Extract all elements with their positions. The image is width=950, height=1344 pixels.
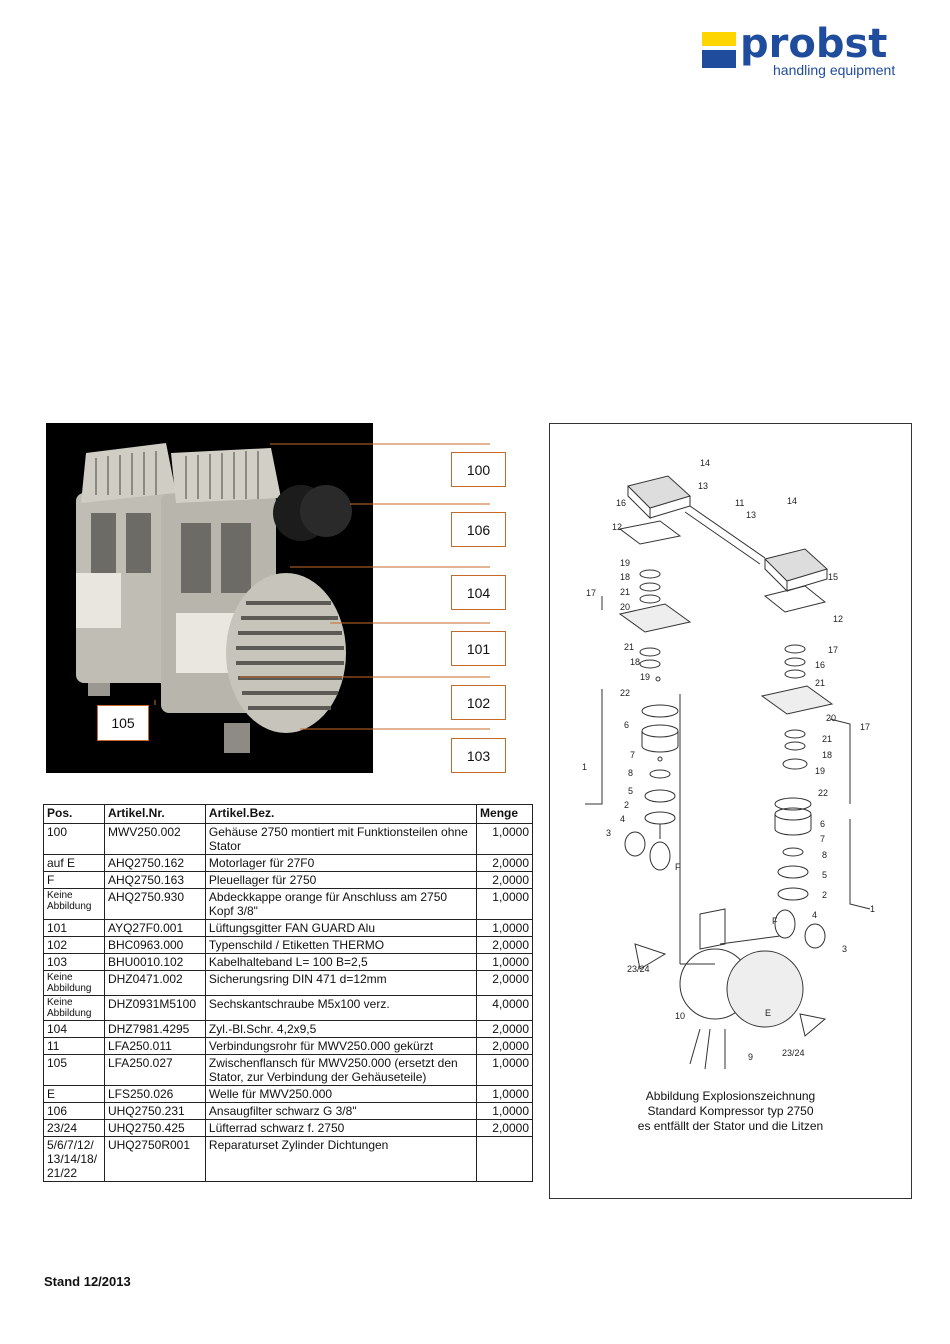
drawing-label: 21 [815,678,826,688]
cell-menge: 2,0000 [477,872,533,889]
cell-pos: 105 [44,1055,105,1086]
cell-menge: 2,0000 [477,1120,533,1137]
drawing-label: 12 [833,614,844,624]
drawing-label: 19 [640,672,651,682]
cell-artikel-bez: Lüftungsgitter FAN GUARD Alu [205,920,476,937]
compressor-photo [46,423,373,773]
drawing-label: 18 [630,657,641,667]
cell-menge: 2,0000 [477,971,533,996]
cell-artikel-nr: AHQ2750.162 [104,855,205,872]
drawing-label: 3 [842,944,848,954]
drawing-label: 19 [620,558,631,568]
drawing-label: 20 [620,602,631,612]
cell-artikel-nr: LFA250.011 [104,1038,205,1055]
cell-pos: E [44,1086,105,1103]
cell-artikel-bez: Ansaugfilter schwarz G 3/8" [205,1103,476,1120]
cell-artikel-bez: Gehäuse 2750 montiert mit Funktionsteilen ohne Stator [205,824,476,855]
drawing-label: 13 [698,481,709,491]
drawing-caption [550,1089,911,1134]
drawing-label: 21 [620,587,631,597]
cell-artikel-nr: AYQ27F0.001 [104,920,205,937]
drawing-label: 16 [616,498,627,508]
cell-artikel-nr: UHQ2750R001 [104,1137,205,1182]
cell-artikel-nr: DHZ0471.002 [104,971,205,996]
drawing-label: 5 [822,870,828,880]
cell-menge: 2,0000 [477,855,533,872]
drawing-label: 9 [748,1052,754,1062]
header-artikel-bez: Artikel.Bez. [205,805,476,824]
parts-table-body [44,824,533,1182]
callout-100: 100 [451,452,506,487]
table-row [44,1120,533,1137]
drawing-label: 21 [624,642,635,652]
drawing-label: F [675,862,681,872]
table-row [44,996,533,1021]
drawing-label: 10 [675,1011,686,1021]
drawing-label: 4 [812,910,818,920]
drawing-label: 3 [606,828,612,838]
table-row [44,971,533,996]
drawing-label: 2 [822,890,828,900]
drawing-label: 11 [735,498,745,508]
table-row [44,1137,533,1182]
table-row [44,1055,533,1086]
cell-menge: 1,0000 [477,1086,533,1103]
header-pos: Pos. [44,805,105,824]
cell-artikel-nr: LFS250.026 [104,1086,205,1103]
caption-line: es entfällt der Stator und die Litzen [637,1119,824,1133]
drawing-label: 1 [582,762,588,772]
cell-artikel-bez: Motorlager für 27F0 [205,855,476,872]
drawing-label: F [772,916,778,926]
cell-pos: Keine Abbildung [44,971,105,996]
footer-date: Stand 12/2013 [44,1274,131,1289]
cell-artikel-bez: Welle für MWV250.000 [205,1086,476,1103]
table-row [44,1021,533,1038]
drawing-label: 7 [820,834,826,844]
cell-pos: 103 [44,954,105,971]
drawing-label: 5 [628,786,634,796]
drawing-label: 6 [624,720,630,730]
drawing-label: 1 [870,904,876,914]
cell-artikel-bez: Sechskantschraube M5x100 verz. [205,996,476,1021]
cell-pos: 100 [44,824,105,855]
cell-pos: 101 [44,920,105,937]
drawing-label: 23/24 [627,964,650,974]
table-row [44,855,533,872]
cell-pos: 23/24 [44,1120,105,1137]
cell-artikel-bez: Abdeckkappe orange für Anschluss am 2750 Kopf 3/8" [205,889,476,920]
drawing-label: 23/24 [782,1048,805,1058]
table-row [44,954,533,971]
cell-pos: 104 [44,1021,105,1038]
drawing-label: 12 [612,522,623,532]
drawing-label: 8 [822,850,828,860]
cell-artikel-nr: DHZ7981.4295 [104,1021,205,1038]
table-row [44,937,533,954]
logo-wordmark: probst [740,21,888,67]
drawing-label: 2 [624,800,630,810]
cell-pos: F [44,872,105,889]
cell-menge: 1,0000 [477,954,533,971]
cell-pos: Keine Abbildung [44,889,105,920]
cell-pos: 5/6/7/12/ 13/14/18/ 21/22 [44,1137,105,1182]
callout-105: 105 [97,705,149,741]
exploded-drawing [549,423,912,1199]
cell-menge: 1,0000 [477,824,533,855]
cell-artikel-bez: Typenschild / Etiketten THERMO [205,937,476,954]
cell-artikel-nr: DHZ0931M5100 [104,996,205,1021]
cell-artikel-bez: Lüfterrad schwarz f. 2750 [205,1120,476,1137]
drawing-label: 19 [815,766,826,776]
drawing-label: 15 [828,572,839,582]
table-row [44,824,533,855]
cell-menge: 1,0000 [477,1055,533,1086]
cell-menge: 2,0000 [477,1038,533,1055]
table-row [44,920,533,937]
drawing-label: 17 [586,588,597,598]
cell-pos: Keine Abbildung [44,996,105,1021]
drawing-label: 17 [860,722,871,732]
cell-pos: 102 [44,937,105,954]
cell-menge: 4,0000 [477,996,533,1021]
drawing-label: 14 [787,496,798,506]
table-row [44,889,533,920]
logo-tagline: handling equipment [773,62,896,78]
cell-menge: 2,0000 [477,937,533,954]
probst-logo [700,22,920,82]
header-artikel-nr: Artikel.Nr. [104,805,205,824]
cell-artikel-nr: BHU0010.102 [104,954,205,971]
caption-line: Abbildung Explosionszeichnung [645,1089,816,1103]
cell-artikel-nr: LFA250.027 [104,1055,205,1086]
cell-menge: 1,0000 [477,1103,533,1120]
drawing-label: 17 [828,645,839,655]
cell-pos: auf E [44,855,105,872]
callout-103: 103 [451,738,506,773]
cell-artikel-bez: Kabelhalteband L= 100 B=2,5 [205,954,476,971]
cell-artikel-bez: Zyl.-Bl.Schr. 4,2x9,5 [205,1021,476,1038]
cell-artikel-bez: Sicherungsring DIN 471 d=12mm [205,971,476,996]
drawing-label: 20 [826,713,837,723]
drawing-label: 14 [700,458,711,468]
drawing-label: 6 [820,819,826,829]
cell-menge: 2,0000 [477,1021,533,1038]
table-header-row [44,805,533,824]
compressor-illustration [46,423,373,773]
cell-artikel-bez: Reparaturset Zylinder Dichtungen [205,1137,476,1182]
header-menge: Menge [477,805,533,824]
cell-pos: 11 [44,1038,105,1055]
drawing-label: 8 [628,768,634,778]
cell-pos: 106 [44,1103,105,1120]
drawing-label: 22 [818,788,829,798]
cell-artikel-nr: BHC0963.000 [104,937,205,954]
table-row [44,1103,533,1120]
drawing-label: 21 [822,734,833,744]
cell-artikel-bez: Verbindungsrohr für MWV250.000 gekürzt [205,1038,476,1055]
cell-artikel-nr: MWV250.002 [104,824,205,855]
drawing-label: 13 [746,510,757,520]
drawing-label: 18 [620,572,631,582]
drawing-label: 16 [815,660,826,670]
cell-artikel-nr: AHQ2750.930 [104,889,205,920]
table-row [44,1038,533,1055]
drawing-label: 4 [620,814,626,824]
callout-106: 106 [451,512,506,547]
cell-artikel-bez: Zwischenflansch für MWV250.000 (ersetzt den Stator, zur Verbindung der Gehäuseteile) [205,1055,476,1086]
cell-menge: 1,0000 [477,920,533,937]
callout-101: 101 [451,631,506,666]
cell-menge [477,1137,533,1182]
drawing-label: 18 [822,750,833,760]
callout-102: 102 [451,685,506,720]
cell-artikel-nr: UHQ2750.231 [104,1103,205,1120]
exploded-drawing-svg [550,424,911,1084]
drawing-label: 22 [620,688,631,698]
table-row [44,872,533,889]
logo-mark-icon [702,32,736,70]
caption-line: Standard Kompressor typ 2750 [647,1104,814,1118]
cell-artikel-bez: Pleuellager für 2750 [205,872,476,889]
table-row [44,1086,533,1103]
cell-artikel-nr: AHQ2750.163 [104,872,205,889]
cell-menge: 1,0000 [477,889,533,920]
callout-104: 104 [451,575,506,610]
drawing-label: 7 [630,750,636,760]
drawing-label: E [765,1008,772,1018]
parts-table [43,804,533,1182]
cell-artikel-nr: UHQ2750.425 [104,1120,205,1137]
